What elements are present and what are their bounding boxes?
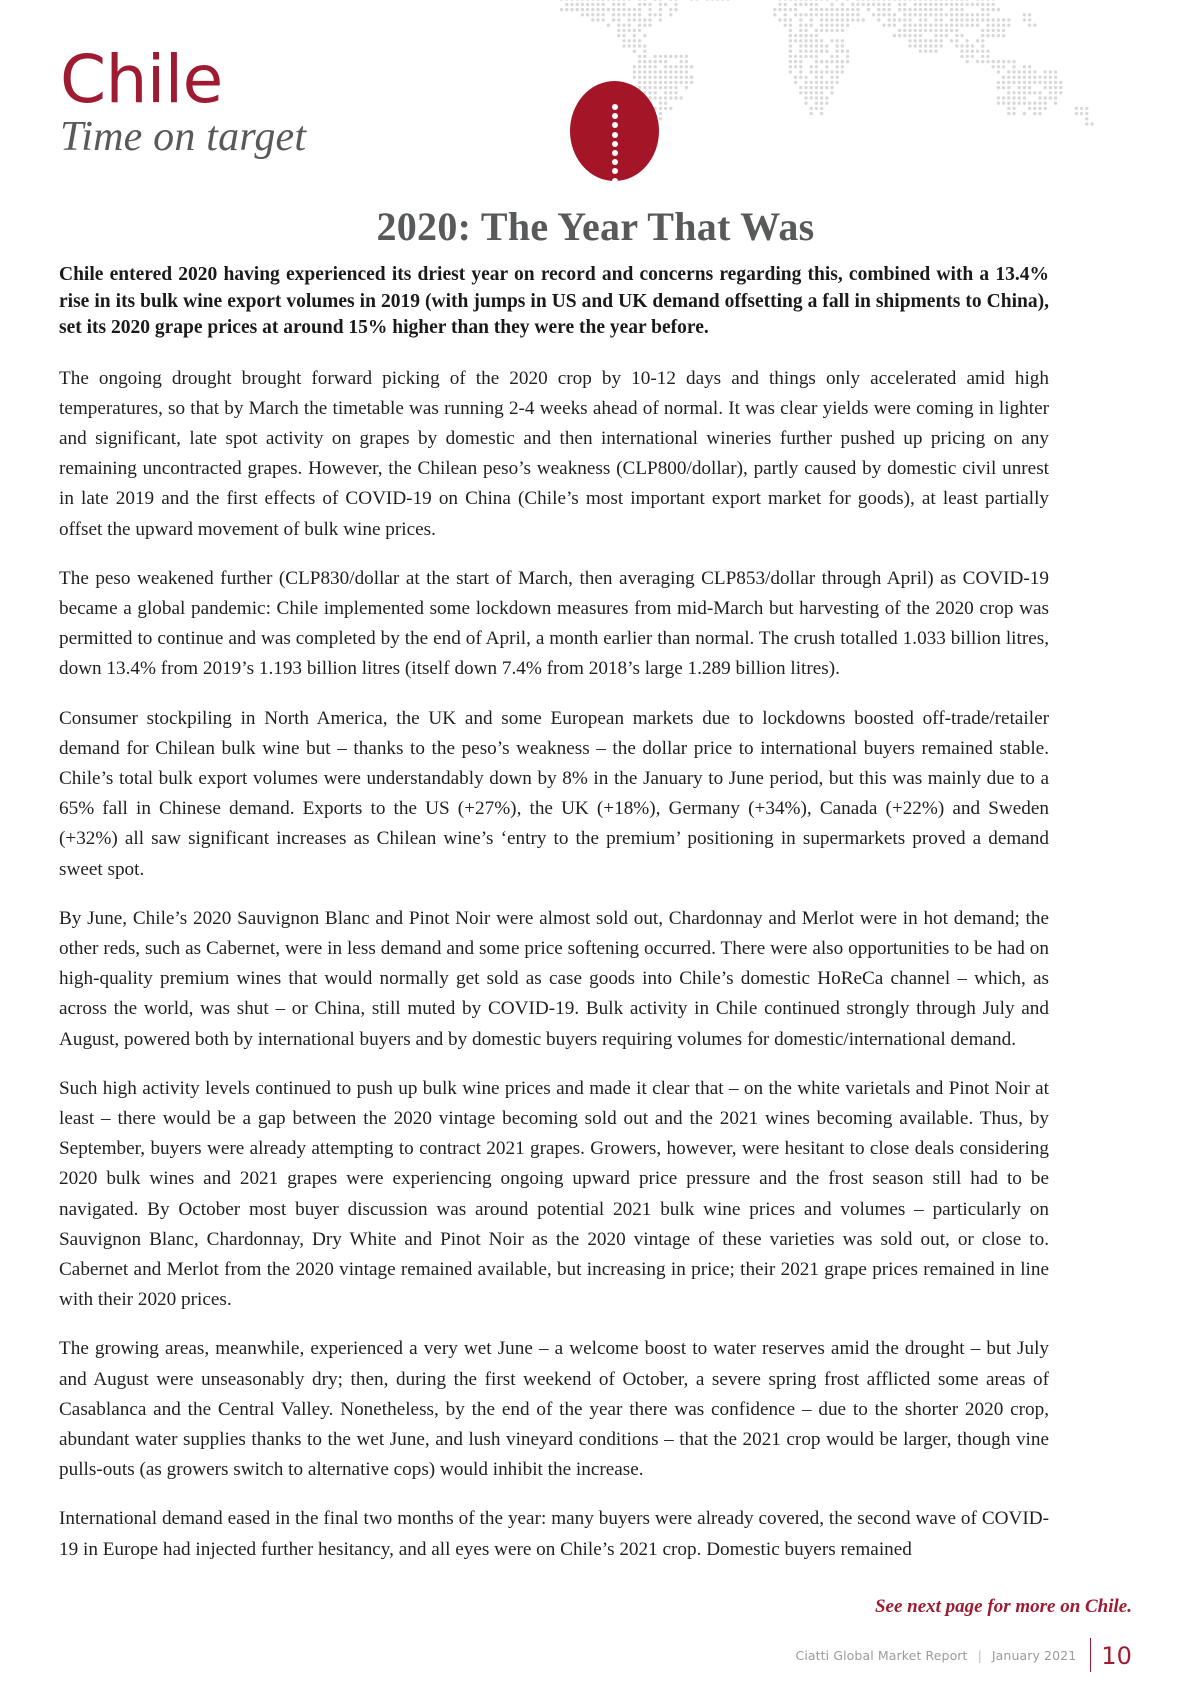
article-paragraph: Such high activity levels continued to push up bulk wine prices and made it clear that – on the white varietals and Pinot Noir at least – there would be a gap between the 2020 vintage becoming sold out and the 2021 wines becoming available. Thus, by September, buyers were already attempting to contract 2021 grapes. Growers, however, were hesitant to close deals considering 2020 bulk wines and 2021 grapes were experiencing ongoing upward price pressure and the frost season still had to be navigated. By October most buyer discussion was around potential 2021 bulk wine prices and volumes – particularly on Sauvignon Blanc, Chardonnay, Dry White and Pinot Noir as the 2020 vintage of these varieties was sold out, or close to. Cabernet and Merlot from the 2020 vintage remained available, but increasing in price; their 2021 grape prices remained in line with their 2020 prices. <box>59 1077 1049 1311</box>
article-body <box>59 262 1049 1565</box>
article-paragraph: The growing areas, meanwhile, experienced a very wet June – a welcome boost to water reserves amid the drought – but July and August were unseasonably dry; then, during the first weekend of October, a severe spring frost afflicted some areas of Casablanca and the Central Valley. Nonetheless, by the end of the year there was confidence – due to the shorter 2020 crop, abundant water supplies thanks to the wet June, and lush vineyard conditions – that the 2021 crop would be larger, though vine pulls-outs (as growers switch to alternative cops) would inhibit the increase. <box>59 1338 1049 1481</box>
footer-publication: Ciatti Global Market Report <box>795 1647 968 1663</box>
article-lede: Chile entered 2020 having experienced its driest year on record and concerns regarding this, combined with a 13.4% rise in its bulk wine export volumes in 2019 (with jumps in US and UK demand offsetting a fall in shipments to China), set its 2020 grape prices at around 15% higher than they were the year before. <box>59 264 1049 338</box>
article-paragraph: International demand eased in the final two months of the year: many buyers were already covered, the second wave of COVID-19 in Europe had injected further hesitancy, and all eyes were on Chile’s 2021 crop. Domestic buyers remained <box>59 1508 1049 1560</box>
article-paragraph: Consumer stockpiling in North America, the UK and some European markets due to lockdowns boosted off-trade/retailer demand for Chilean bulk wine but – thanks to the peso’s weakness – the dollar price to international buyers remained stable. Chile’s total bulk export volumes were understandably down by 8% in the January to June period, but this was mainly due to a 65% fall in Chinese demand. Exports to the US (+27%), the UK (+18%), Germany (+34%), Canada (+22%) and Sweden (+32%) all saw significant increases as Chilean wine’s ‘entry to the premium’ positioning in supermarkets proved a demand sweet spot. <box>59 707 1049 880</box>
page-number-rule <box>1090 1638 1091 1672</box>
masthead <box>60 41 540 160</box>
article-paragraph: By June, Chile’s 2020 Sauvignon Blanc and Pinot Noir were almost sold out, Chardonnay and Merlot were in hot demand; the other reds, such as Cabernet, were in less demand and some price softening occurred. There were also opportunities to be had on high-quality premium wines that would normally get sold as case goods into Chile’s domestic HoReCa channel – which, as across the world, was shut – or China, still muted by COVID-19. Bulk activity in Chile continued strongly through July and August, powered both by international buyers and by domestic buyers requiring volumes for domestic/international demand. <box>59 907 1049 1050</box>
footer-separator: | <box>977 1647 982 1663</box>
marker-dot-column <box>612 104 618 193</box>
page-footer <box>796 1638 1132 1672</box>
brand-country: Chile <box>60 41 223 118</box>
footer-issue: January 2021 <box>991 1647 1077 1663</box>
brand-tagline: Time on target <box>60 113 307 160</box>
see-next-page-note: See next page for more on Chile. <box>874 1596 1132 1617</box>
page-number-group <box>1086 1638 1132 1672</box>
page-title: 2020: The Year That Was <box>376 204 815 249</box>
article-paragraph: The ongoing drought brought forward picking of the 2020 crop by 10-12 days and things only accelerated amid high temperatures, so that by March the timetable was running 2-4 weeks ahead of normal. It was clear yields were coming in lighter and significant, late spot activity on grapes by domestic and then international wineries further pushed up pricing on any remaining uncontracted grapes. However, the Chilean peso’s weakness (CLP800/dollar), partly caused by domestic civil unrest in late 2019 and the first effects of COVID-19 on China (Chile’s most important export market for goods), at least partially offset the upward movement of bulk wine prices. <box>59 367 1049 540</box>
chile-location-marker-icon <box>570 81 659 181</box>
article-paragraph: The peso weakened further (CLP830/dollar at the start of March, then averaging CLP853/dollar through April) as COVID-19 became a global pandemic: Chile implemented some lockdown measures from mid-March but harvesting of the 2020 crop was permitted to continue and was completed by the end of April, a month earlier than normal. The crush totalled 1.033 billion litres, down 13.4% from 2019’s 1.193 billion litres (itself down 7.4% from 2018’s large 1.289 billion litres). <box>59 567 1049 680</box>
page-number: 10 <box>1101 1642 1132 1670</box>
